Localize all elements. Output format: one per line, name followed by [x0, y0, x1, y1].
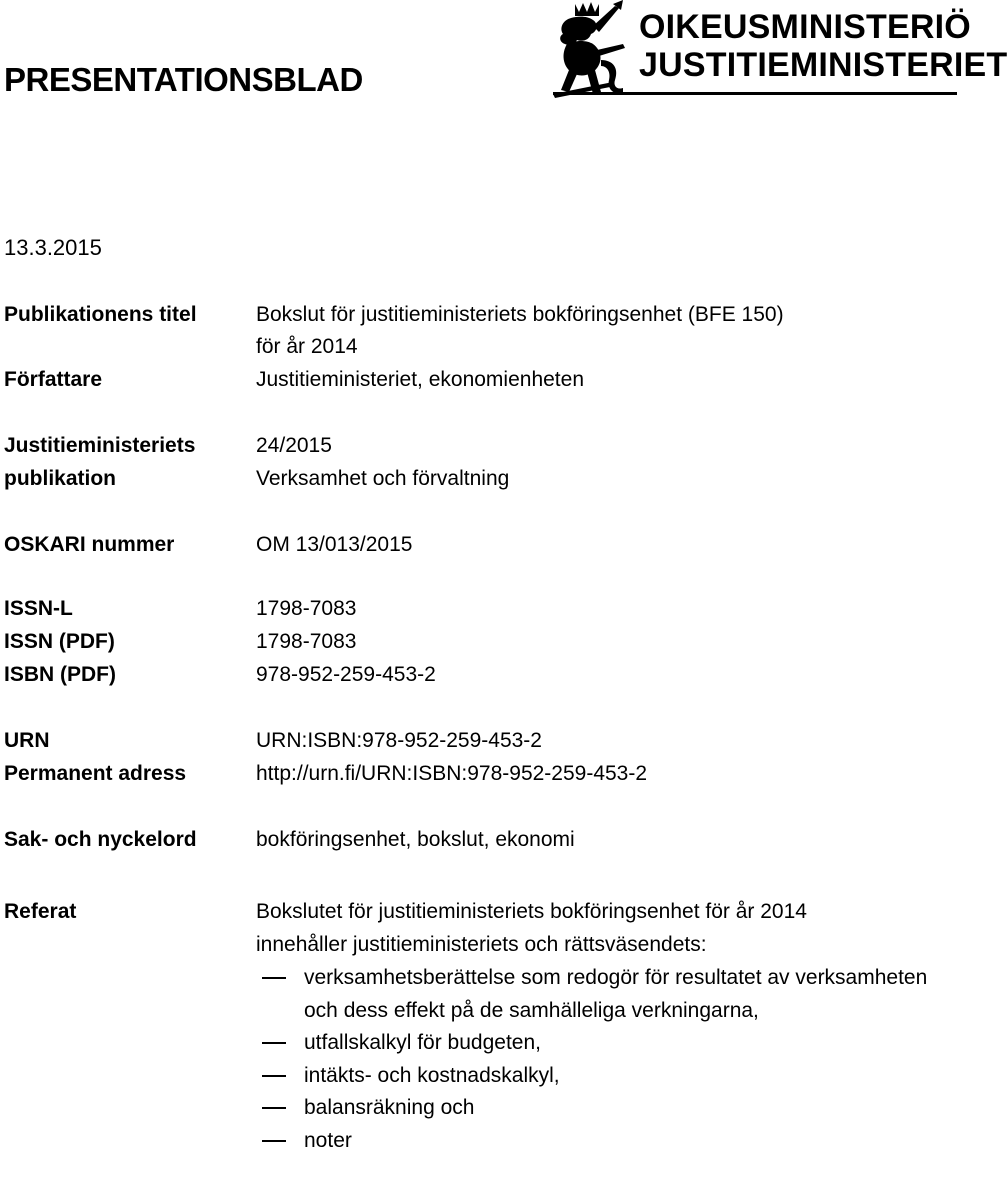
dash-icon [262, 977, 286, 979]
abstract-line1: Bokslutet för justitieministeriets bokföringsenhet för år 2014 [256, 900, 807, 923]
author-value: Justitieministeriet, ekonomienheten [256, 368, 585, 391]
keywords-label: Sak- och nyckelord [4, 828, 197, 851]
dash-icon [262, 1042, 286, 1044]
dash-icon [262, 1140, 286, 1142]
issn-l-label: ISSN-L [4, 597, 73, 620]
document-date: 13.3.2015 [4, 235, 102, 260]
publication-label-line1: Justitieministeriets [4, 434, 196, 457]
urn-label: URN [4, 729, 50, 752]
issn-l-value: 1798-7083 [256, 597, 357, 620]
title-value-line2: för år 2014 [256, 335, 358, 358]
issn-pdf-value: 1798-7083 [256, 630, 357, 653]
list-item [262, 1125, 944, 1158]
publication-series: Verksamhet och förvaltning [256, 467, 510, 490]
logo-text-swedish: JUSTITIEMINISTERIET [639, 46, 1007, 84]
list-item [262, 1027, 944, 1060]
list-item-text: utfallskalkyl för budgeten, [304, 1031, 541, 1054]
heraldic-lion-icon [553, 0, 629, 98]
ministry-logo [553, 0, 1007, 98]
list-item-text: balansräkning och [304, 1096, 475, 1119]
title-value-line1: Bokslut för justitieministeriets bokföringsenhet (BFE 150) [256, 303, 784, 326]
abstract-bullet-list [262, 962, 944, 1157]
list-item [262, 1092, 944, 1125]
logo-text-finnish: OIKEUSMINISTERIÖ [639, 8, 971, 46]
list-item-text: noter [304, 1128, 352, 1152]
list-item-text: intäkts- och kostnadskalkyl, [304, 1063, 560, 1087]
abstract-label: Referat [4, 900, 77, 923]
oskari-value: OM 13/013/2015 [256, 533, 413, 556]
title-label: Publikationens titel [4, 303, 197, 326]
abstract-line2: innehåller justitieministeriets och rättsväsendets: [256, 933, 707, 956]
dash-icon [262, 1075, 286, 1077]
issn-pdf-label: ISSN (PDF) [4, 630, 115, 653]
author-label: Författare [4, 368, 103, 391]
publication-number: 24/2015 [256, 434, 332, 457]
dash-icon [262, 1107, 286, 1109]
isbn-pdf-value: 978-952-259-453-2 [256, 663, 436, 686]
page-title: PRESENTATIONSBLAD [4, 61, 363, 98]
list-item [262, 1060, 944, 1093]
isbn-pdf-label: ISBN (PDF) [4, 663, 116, 686]
list-item-text: verksamhetsberättelse som redogör för resultatet av verksamheten och dess effekt på de samhälleliga verkningarna, [304, 966, 928, 1022]
oskari-label: OSKARI nummer [4, 533, 175, 556]
logo-divider [553, 92, 957, 95]
publication-label-line2: publikation [4, 467, 116, 490]
permanent-address-label: Permanent adress [4, 762, 187, 785]
list-item [262, 962, 944, 1027]
permanent-address-link[interactable]: http://urn.fi/URN:ISBN:978-952-259-453-2 [256, 762, 648, 785]
keywords-value: bokföringsenhet, bokslut, ekonomi [256, 828, 575, 851]
urn-value: URN:ISBN:978-952-259-453-2 [256, 729, 542, 752]
